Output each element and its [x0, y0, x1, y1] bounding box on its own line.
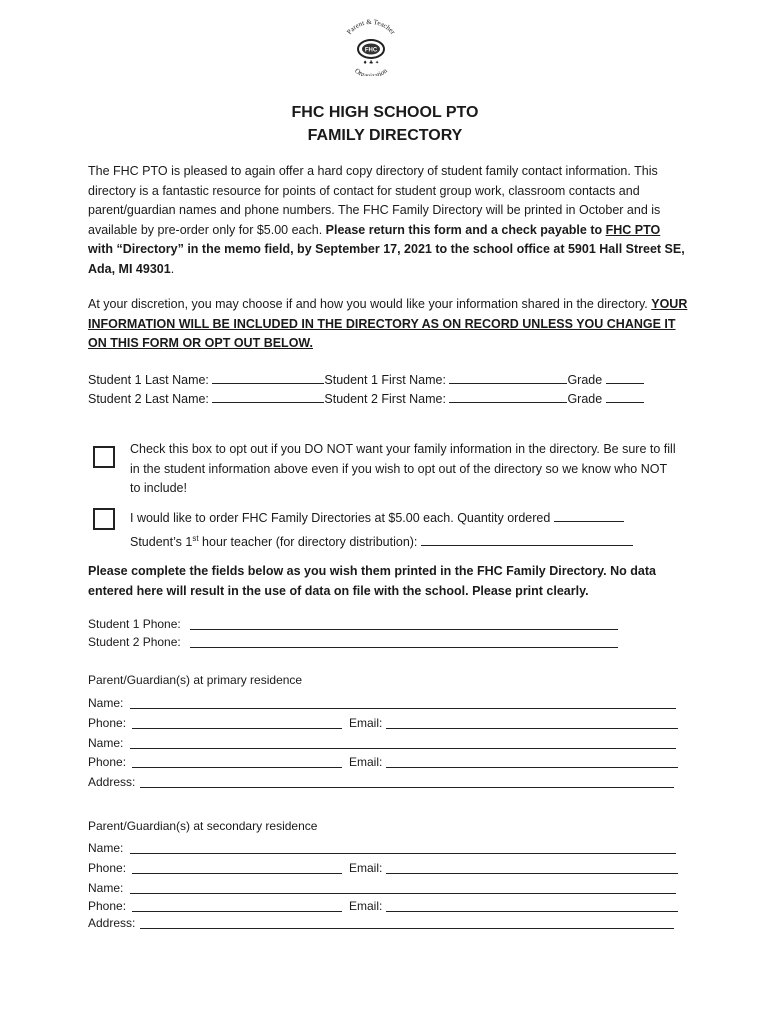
- teacher-label-sup: st: [192, 534, 199, 543]
- secondary-address-field[interactable]: [140, 927, 674, 929]
- secondary-email-1-field[interactable]: [386, 872, 678, 874]
- primary-address-label: Address:: [88, 775, 136, 789]
- order-text: I would like to order FHC Family Directories at $5.00 each. Quantity ordered: [130, 511, 551, 525]
- student-2-grade-field[interactable]: [606, 390, 644, 403]
- student-1-first-label: Student 1 First Name:: [324, 373, 446, 387]
- intro-payee: FHC PTO: [605, 222, 661, 237]
- secondary-name-1-field[interactable]: [130, 852, 676, 854]
- svg-text:Organization: [353, 66, 389, 76]
- pto-logo: [333, 16, 409, 76]
- student-2-row: [88, 390, 644, 406]
- secondary-phone-1-label: Phone:: [88, 861, 127, 875]
- student-1-last-field[interactable]: [212, 371, 324, 384]
- intro-paragraph: [88, 162, 688, 279]
- student-1-last-label: Student 1 Last Name:: [88, 373, 209, 387]
- discretion-paragraph: [88, 295, 688, 354]
- secondary-heading: Parent/Guardian(s) at secondary residence: [88, 819, 318, 833]
- logo-center-text: FHC: [364, 47, 378, 54]
- primary-email-2-label: Email:: [349, 755, 383, 769]
- secondary-email-1-label: Email:: [349, 861, 383, 875]
- student-1-phone-label: Student 1 Phone:: [88, 617, 181, 631]
- intro-bold-b: with “Directory” in the memo field, by September 17, 2021 to the school office at 5901 Hall Street SE, Ada, MI 49301: [88, 242, 685, 276]
- print-notice: Please complete the fields below as you wish them printed in the FHC Family Directory. No data entered here will result in the use of data on file with the school. Please print clearly.: [88, 564, 656, 598]
- secondary-name-2-label: Name:: [88, 881, 124, 895]
- quantity-field[interactable]: [554, 509, 624, 522]
- intro-text: The FHC PTO is pleased to again offer a hard copy directory of student family contact information. This directory is a fantastic resource for points of contact for student group work, classroom contacts and parent/guardian names and phone numbers. The FHC Family Directory will be printed in October and is available by pre-order only for $5.00 each.: [88, 164, 661, 237]
- primary-phone-1-label: Phone:: [88, 716, 127, 730]
- secondary-phone-2-label: Phone:: [88, 899, 127, 913]
- svg-text:♦ ♣ ✦: ♦ ♣ ✦: [362, 60, 380, 66]
- student-2-first-label: Student 2 First Name:: [324, 392, 446, 406]
- discretion-warning: YOUR INFORMATION WILL BE INCLUDED IN THE DIRECTORY AS ON RECORD UNLESS YOU CHANGE IT ON THIS FORM OR OPT OUT BELOW.: [88, 297, 688, 350]
- page-subtitle: FAMILY DIRECTORY: [307, 127, 463, 144]
- discretion-text: At your discretion, you may choose if and how you would like your information shared in the directory.: [88, 297, 652, 311]
- opt-out-text: Check this box to opt out if you DO NOT want your family information in the directory. Be sure to fill in the student information above even if you wish to opt out of the directory so we know who NOT to include!: [130, 442, 676, 495]
- primary-heading: Parent/Guardian(s) at primary residence: [88, 673, 303, 687]
- logo-text-top: Parent & Teacher: [345, 17, 397, 37]
- intro-bold-a: Please return this form and a check payable to: [325, 222, 606, 237]
- secondary-name-1-label: Name:: [88, 841, 124, 855]
- student-2-last-field[interactable]: [212, 390, 324, 403]
- page-title: FHC HIGH SCHOOL PTO: [291, 104, 479, 121]
- primary-email-1-label: Email:: [349, 716, 383, 730]
- primary-name-1-label: Name:: [88, 696, 124, 710]
- opt-out-checkbox[interactable]: [93, 446, 115, 468]
- svg-text:Parent & Teacher: [345, 18, 397, 37]
- primary-email-1-field[interactable]: [386, 727, 678, 729]
- student-2-phone-label: Student 2 Phone:: [88, 635, 181, 649]
- student-1-grade-field[interactable]: [606, 371, 644, 384]
- secondary-phone-1-field[interactable]: [132, 872, 342, 874]
- primary-name-1-field[interactable]: [130, 707, 676, 709]
- student-1-first-field[interactable]: [449, 371, 567, 384]
- primary-address-field[interactable]: [140, 786, 674, 788]
- student-2-phone-field[interactable]: [190, 646, 618, 648]
- teacher-label-a: Student’s 1: [130, 535, 193, 550]
- primary-name-2-label: Name:: [88, 736, 124, 750]
- secondary-email-2-field[interactable]: [386, 910, 678, 912]
- teacher-label-b: hour teacher (for directory distribution):: [198, 535, 418, 550]
- primary-phone-1-field[interactable]: [132, 727, 342, 729]
- secondary-address-label: Address:: [88, 916, 136, 930]
- secondary-phone-2-field[interactable]: [132, 910, 342, 912]
- primary-phone-2-field[interactable]: [132, 766, 342, 768]
- intro-end: .: [170, 261, 175, 276]
- student-2-last-label: Student 2 Last Name:: [88, 392, 209, 406]
- primary-name-2-field[interactable]: [130, 747, 676, 749]
- secondary-email-2-label: Email:: [349, 899, 383, 913]
- student-1-grade-label: Grade: [567, 373, 603, 387]
- student-1-row: [88, 371, 644, 387]
- student-1-phone-field[interactable]: [190, 628, 618, 630]
- order-checkbox[interactable]: [93, 508, 115, 530]
- primary-phone-2-label: Phone:: [88, 755, 127, 769]
- student-2-first-field[interactable]: [449, 390, 567, 403]
- secondary-name-2-field[interactable]: [130, 892, 676, 894]
- student-2-grade-label: Grade: [567, 392, 603, 406]
- order-line-2: [130, 529, 633, 553]
- logo-text-bottom: Organization: [353, 66, 389, 76]
- teacher-field[interactable]: [421, 533, 633, 546]
- primary-email-2-field[interactable]: [386, 766, 678, 768]
- order-line-1: [130, 509, 624, 529]
